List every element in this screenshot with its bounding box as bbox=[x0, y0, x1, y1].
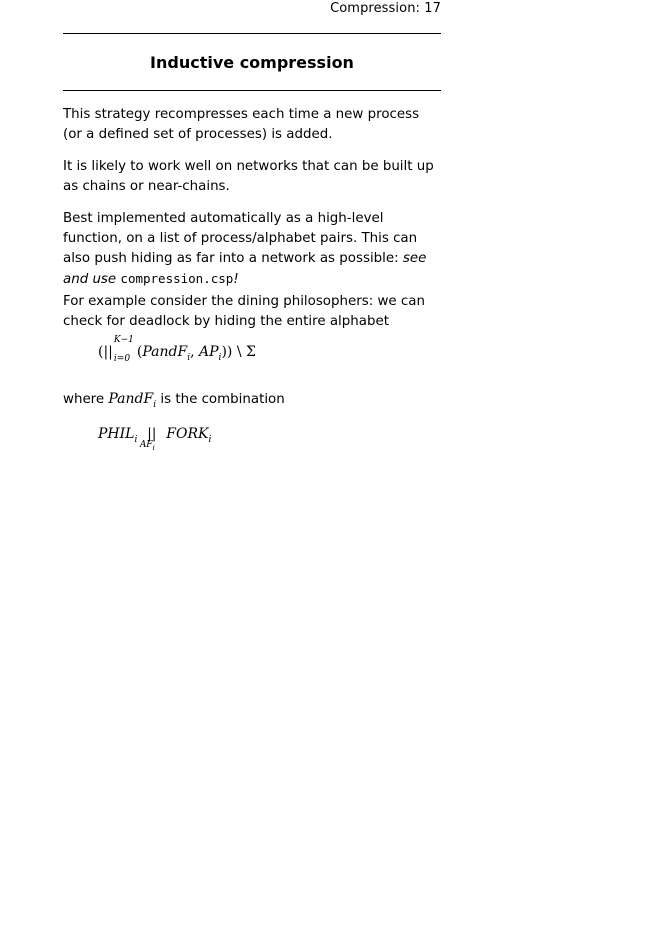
eq2-par-below-sub: i bbox=[152, 443, 155, 452]
eq2-par-below: AF bbox=[139, 440, 153, 450]
pandf-inline-sub: i bbox=[153, 399, 157, 410]
exclamation-text: ! bbox=[233, 272, 239, 287]
running-head: Compression: 17 bbox=[330, 1, 441, 16]
bottom-rule bbox=[63, 90, 441, 91]
eq1-upper-bound: K−1 bbox=[113, 335, 134, 345]
eq1-pair-close: )) bbox=[221, 344, 233, 360]
see-and-use-text: see and use bbox=[63, 251, 427, 287]
eq1-lower-bound: i=0 bbox=[113, 354, 131, 364]
eq1-open-paren: ( bbox=[98, 344, 104, 360]
eq1-hide-operator: \ bbox=[232, 344, 246, 360]
filename-code: compression.csp bbox=[120, 271, 234, 286]
eq1-pair-open: ( bbox=[136, 344, 143, 360]
paragraph-implementation-text: Best implemented automatically as a high-level function, on a list of process/alphabet pairs. This can also push hiding as far into a network as possible: bbox=[63, 211, 418, 266]
paragraph-example: For example consider the dining philosophers: we can check for deadlock by hiding the entire alphabet bbox=[63, 294, 425, 329]
paragraph-where bbox=[63, 389, 441, 415]
paragraph-where-end: is the combination bbox=[156, 392, 285, 407]
eq2-left-sub: i bbox=[134, 434, 138, 445]
paragraph-strategy: This strategy recompresses each time a new process (or a defined set of processes) is added. bbox=[63, 107, 420, 142]
eq2-right-sub: i bbox=[208, 434, 212, 445]
equation-hiding bbox=[98, 335, 256, 364]
eq2-right: FORK bbox=[166, 426, 209, 442]
paragraph-implementation bbox=[63, 209, 441, 290]
eq1-comma: , bbox=[190, 344, 200, 360]
eq1-sigma: Σ bbox=[246, 344, 256, 360]
equation-combination bbox=[98, 426, 212, 452]
top-rule bbox=[63, 33, 441, 34]
eq2-par-alphabet bbox=[140, 440, 155, 452]
paragraph-where-start: where bbox=[63, 392, 109, 407]
eq1-term2-sub: i bbox=[218, 352, 222, 363]
eq1-term1-sub: i bbox=[187, 352, 191, 363]
eq1-term2: AP bbox=[199, 344, 219, 360]
eq1-term1: PandF bbox=[142, 344, 188, 360]
eq2-parallel-operator bbox=[139, 426, 162, 452]
paragraph-chains: It is likely to work well on networks that can be built up as chains or near-chains. bbox=[63, 159, 434, 194]
eq1-parallel-operator bbox=[103, 335, 134, 364]
eq2-par-symbol: || bbox=[147, 426, 157, 442]
pandf-inline-name: PandF bbox=[108, 391, 154, 407]
eq1-par-symbol: || bbox=[103, 344, 113, 360]
slide-title: Inductive compression bbox=[150, 53, 354, 72]
pandf-inline-math bbox=[108, 391, 157, 410]
eq2-left: PHIL bbox=[98, 426, 135, 442]
